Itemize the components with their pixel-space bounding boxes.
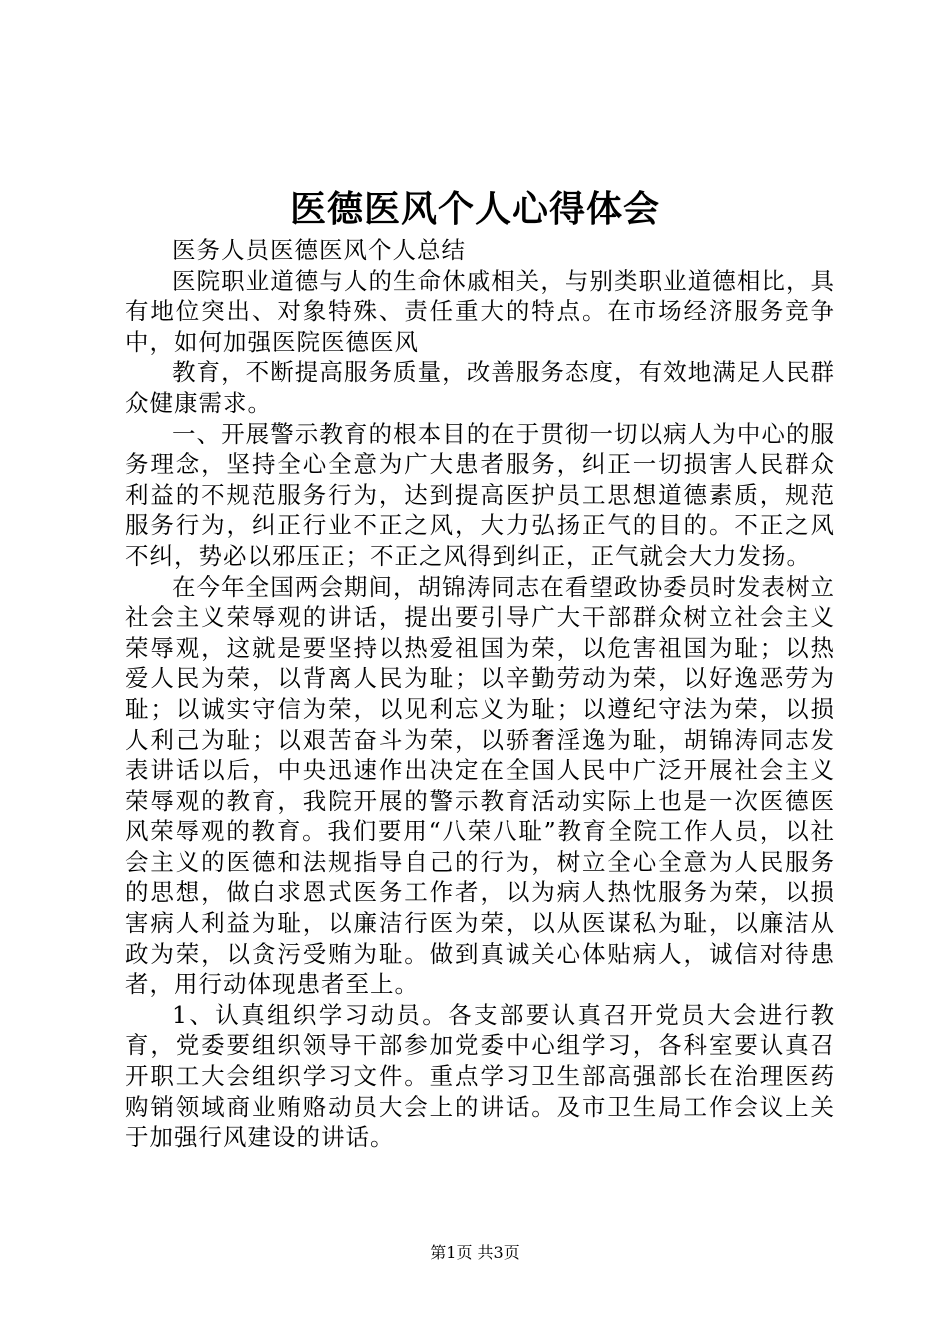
paragraph: 教育，不断提高服务质量，改善服务态度，有效地满足人民群众健康需求。 (125, 358, 835, 417)
paragraph: 医院职业道德与人的生命休戚相关，与别类职业道德相比，具有地位突出、对象特殊、责任重大的特点。在市场经济服务竞争中，如何加强医院医德医风 (125, 266, 835, 356)
document-body (125, 235, 835, 1153)
document-title: 医德医风个人心得体会 (289, 188, 660, 230)
paragraph: 在今年全国两会期间，胡锦涛同志在看望政协委员时发表树立社会主义荣辱观的讲话，提出要引导广大干部群众树立社会主义荣辱观，这就是要坚持以热爱祖国为荣，以危害祖国为耻；以热爱人民为荣，以背离人民为耻；以辛勤劳动为荣，以好逸恶劳为耻；以诚实守信为荣，以见利忘义为耻；以遵纪守法为荣，以损人利己为耻；以艰苦奋斗为荣，以骄奢淫逸为耻，胡锦涛同志发表讲话以后，中央迅速作出决定在全国人民中广泛开展社会主义荣辱观的教育，我院开展的警示教育活动实际上也是一次医德医风荣辱观的教育。我们要用“八荣八耻”教育全院工作人员，以社会主义的医德和法规指导自己的行为，树立全心全意为人民服务的思想，做白求恩式医务工作者，以为病人热忱服务为荣，以损害病人利益为耻，以廉洁行医为荣，以从医谋私为耻，以廉洁从政为荣，以贪污受贿为耻。做到真诚关心体贴病人，诚信对待患者，用行动体现患者至上。 (125, 572, 835, 999)
paragraph: 一、开展警示教育的根本目的在于贯彻一切以病人为中心的服务理念，坚持全心全意为广大患者服务，纠正一切损害人民群众利益的不规范服务行为，达到提高医护员工思想道德素质，规范服务行为，纠正行业不正之风，大力弘扬正气的目的。不正之风不纠，势必以邪压正；不正之风得到纠正，正气就会大力发扬。 (125, 419, 835, 570)
paragraph: 1、认真组织学习动员。各支部要认真召开党员大会进行教育，党委要组织领导干部参加党委中心组学习，各科室要认真召开职工大会组织学习文件。重点学习卫生部高强部长在治理医药购销领域商业贿赂动员大会上的讲话。及市卫生局工作会议上关于加强行风建设的讲话。 (125, 1000, 835, 1152)
paragraph-subtitle: 医务人员医德医风个人总结 (172, 236, 466, 264)
page-number-footer: 第1页 共3页 (430, 1243, 520, 1262)
